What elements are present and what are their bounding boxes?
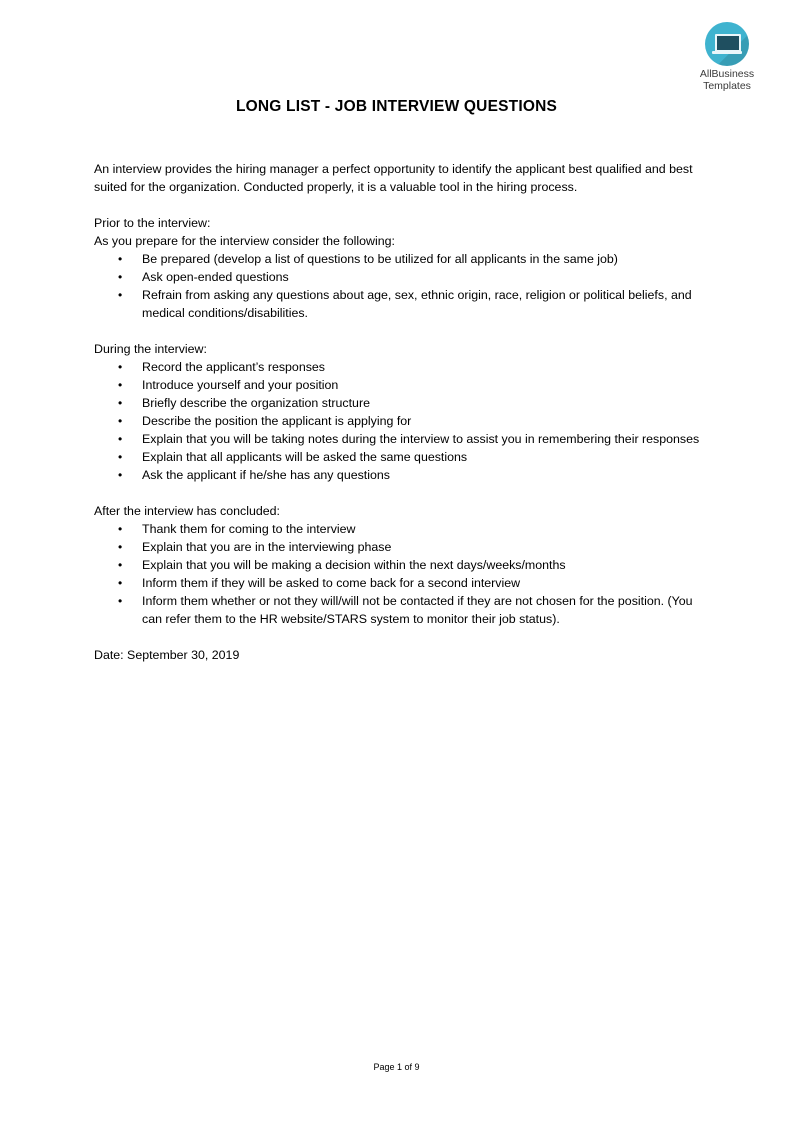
bullet-icon: •	[118, 450, 123, 464]
list-item	[94, 448, 704, 466]
list-item-text: Explain that all applicants will be asked the same questions	[142, 450, 468, 464]
list-item	[94, 250, 704, 268]
bullet-icon: •	[118, 540, 123, 554]
logo-line-1: AllBusiness	[699, 68, 755, 80]
list-item-text: Introduce yourself and your position	[142, 378, 339, 392]
bullet-icon: •	[118, 252, 123, 266]
list-item	[94, 286, 704, 322]
list-item	[94, 376, 704, 394]
bullet-icon: •	[118, 378, 123, 392]
list-item-text: Refrain from asking any questions about age, sex, ethnic origin, race, religion or political beliefs, and medical conditions/disabilities.	[142, 288, 692, 320]
after-heading: After the interview has concluded:	[94, 504, 280, 518]
list-item-text: Explain that you will be taking notes during the interview to assist you in remembering their responses	[142, 432, 700, 446]
list-item	[94, 412, 704, 430]
list-item	[94, 268, 704, 286]
logo-text	[693, 68, 761, 92]
prior-subheading: As you prepare for the interview consider the following:	[94, 234, 395, 248]
list-item-text: Briefly describe the organization structure	[142, 396, 370, 410]
document-title: LONG LIST - JOB INTERVIEW QUESTIONS	[235, 98, 558, 115]
prior-list	[94, 250, 704, 322]
list-item	[94, 430, 704, 448]
bullet-icon: •	[118, 288, 123, 302]
list-item	[94, 592, 704, 628]
list-item-text: Describe the position the applicant is applying for	[142, 414, 412, 428]
list-item-text: Ask open-ended questions	[142, 270, 289, 284]
list-item	[94, 394, 704, 412]
document-body	[94, 160, 704, 664]
list-item	[94, 466, 704, 484]
prior-heading: Prior to the interview:	[94, 216, 211, 230]
allbusiness-templates-logo	[693, 22, 761, 92]
during-list	[94, 358, 704, 484]
list-item	[94, 574, 704, 592]
list-item-text: Ask the applicant if he/she has any questions	[142, 468, 390, 482]
bullet-icon: •	[118, 522, 123, 536]
during-heading: During the interview:	[94, 342, 207, 356]
bullet-icon: •	[118, 270, 123, 284]
bullet-icon: •	[118, 576, 123, 590]
bullet-icon: •	[118, 396, 123, 410]
list-item	[94, 520, 704, 538]
bullet-icon: •	[118, 432, 123, 446]
bullet-icon: •	[118, 414, 123, 428]
list-item-text: Be prepared (develop a list of questions to be utilized for all applicants in the same job)	[142, 252, 618, 266]
page-number-footer: Page 1 of 9	[373, 1062, 420, 1072]
bullet-icon: •	[118, 360, 123, 374]
bullet-icon: •	[118, 558, 123, 572]
list-item-text: Record the applicant’s responses	[142, 360, 325, 374]
intro-paragraph: An interview provides the hiring manager a perfect opportunity to identify the applicant best qualified and best suited for the organization. Conducted properly, it is a valuable tool in the hiring process.	[94, 162, 693, 194]
bullet-icon: •	[118, 468, 123, 482]
list-item-text: Explain that you are in the interviewing phase	[142, 540, 392, 554]
bullet-icon: •	[118, 594, 123, 608]
list-item-text: Inform them whether or not they will/will not be contacted if they are not chosen for the position. (You can refer them to the HR website/STARS system to monitor their job status).	[142, 594, 693, 626]
document-date: Date: September 30, 2019	[94, 648, 240, 662]
logo-line-2: Templates	[703, 80, 751, 92]
after-list	[94, 520, 704, 628]
list-item	[94, 556, 704, 574]
list-item-text: Inform them if they will be asked to come back for a second interview	[142, 576, 521, 590]
list-item	[94, 538, 704, 556]
list-item-text: Thank them for coming to the interview	[142, 522, 356, 536]
list-item	[94, 358, 704, 376]
list-item-text: Explain that you will be making a decision within the next days/weeks/months	[142, 558, 566, 572]
laptop-icon	[705, 22, 749, 66]
